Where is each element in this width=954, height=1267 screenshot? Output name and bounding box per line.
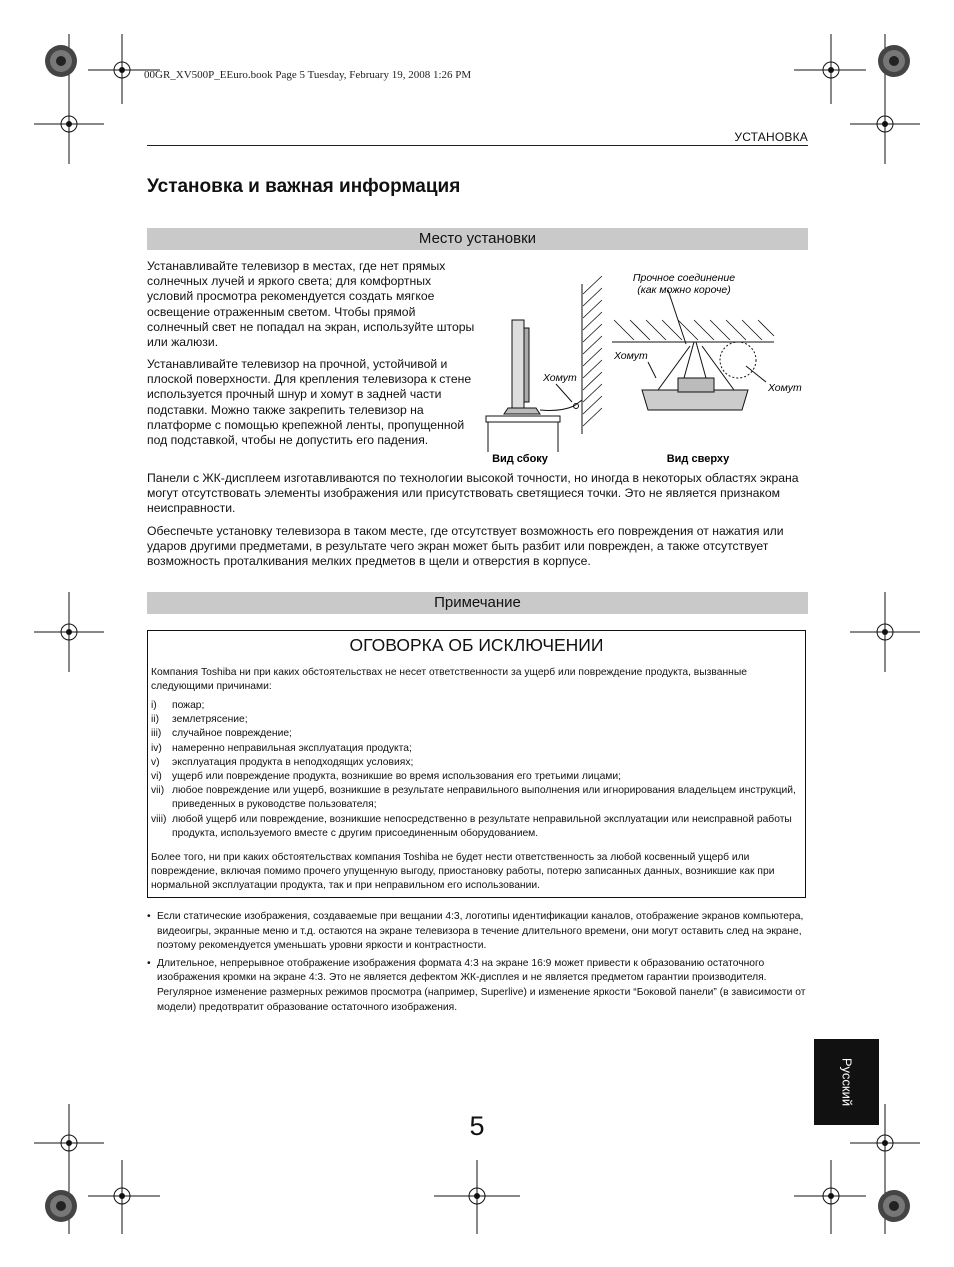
disclaimer-item	[151, 742, 803, 756]
disclaimer-item-number: iii)	[151, 728, 162, 740]
disclaimer-item-number: viii)	[151, 813, 167, 825]
note-bullet-text: Если статические изображения, создаваемые при вещании 4:3, логотипы идентификации каналов, отображение экранов компьютера, видеоигры, экранные меню и т.д. остаются на экране телевизора в течение длительного времени, они могут оставить след на экране, поэтому рекомендуется уменьшать уровни яркости и контрастности.	[157, 911, 804, 952]
disclaimer-item-text: пожар;	[172, 700, 205, 711]
disclaimer-item-number: iv)	[151, 742, 162, 754]
disclaimer-item-text: ущерб или повреждение продукта, возникшие во время использования его третьими лицами;	[172, 771, 621, 783]
disclaimer-item-text: любой ущерб или повреждение, возникшие непосредственно в результате неправильной эксплуатации или неисправной работы продукта, используемого вместе с другим присоединенным оборудованием.	[172, 813, 792, 839]
installation-diagram	[480, 262, 810, 472]
note-bullet	[147, 910, 809, 954]
disclaimer-item	[151, 727, 803, 741]
disclaimer-item-text: намеренно неправильная эксплуатация продукта;	[172, 742, 412, 754]
bullet-icon: •	[147, 911, 151, 922]
page-title: Установка и важная информация	[147, 176, 461, 197]
language-tab-label: Русский	[839, 1057, 854, 1107]
disclaimer-item-number: ii)	[151, 714, 160, 726]
install-paragraph-3-text: Панели с ЖК-дисплеем изготавливаются по технологии высокой точности, но иногда в некоторых областях экрана могут отсутствовать элементы изображения или присутствовать светящиеся точки. Это не является признаком неисправности.	[147, 471, 799, 516]
diagram-clamp-top-right: Хомут	[768, 382, 802, 394]
diagram-strong-connection-1: Прочное соединение	[632, 272, 736, 284]
disclaimer-item	[151, 784, 803, 812]
diagram-strong-connection-2: (как можно короче)	[637, 284, 731, 296]
diagram-side-view-label: Вид сбоку	[492, 453, 548, 465]
install-paragraph-1: Устанавливайте телевизор в местах, где нет прямых солнечных лучей и яркого света; для комфортных условий просмотра рекомендуется создать мягкое освещение отраженным светом. Чтобы прямой солнечный свет не попадал на экран, используйте шторы или жалюзи.	[147, 259, 475, 350]
disclaimer-item	[151, 813, 803, 841]
disclaimer-item	[151, 756, 803, 770]
disclaimer-title: ОГОВОРКА ОБ ИСКЛЮЧЕНИИ	[349, 635, 604, 655]
disclaimer-intro: Компания Toshiba ни при каких обстоятельствах не несет ответственности за ущерб или повреждение продукта, вызванные следующими причинами:	[151, 667, 747, 693]
disclaimer-item-text: эксплуатация продукта в неподходящих условиях;	[172, 756, 414, 768]
disclaimer-item-number: vii)	[151, 785, 165, 797]
disclaimer-item	[151, 699, 803, 713]
note-bullet	[147, 957, 809, 1015]
diagram-clamp-top-left: Хомут	[614, 350, 648, 362]
install-paragraph-4: Обеспечьте установку телевизора в таком месте, где отсутствует возможность его повреждения от нажатия или ударов другими предметами, в результате чего экран может быть разбит или поврежден, а также отсутствует возможность проталкивания мелких предметов в щели и отверстия в корпусе.	[147, 524, 784, 569]
disclaimer-item-text: землетрясение;	[172, 714, 248, 726]
disclaimer-box	[147, 630, 806, 898]
header-rule	[147, 145, 808, 146]
diagram-clamp-side: Хомут	[543, 372, 577, 384]
install-paragraph-3	[147, 471, 809, 517]
disclaimer-item-text: случайное повреждение;	[172, 728, 292, 740]
bullet-icon: •	[147, 957, 151, 969]
install-location-heading: Место установки	[147, 228, 808, 250]
disclaimer-item-number: vi)	[151, 771, 162, 783]
page-number: 5	[469, 1111, 485, 1141]
section-label: УСТАНОВКА	[734, 130, 808, 144]
note-heading: Примечание	[147, 592, 808, 614]
note-bullet-list	[147, 910, 809, 1018]
book-info-line: 00GR_XV500P_EEuro.book Page 5 Tuesday, February 19, 2008 1:26 PM	[144, 69, 472, 81]
disclaimer-item-number: v)	[151, 756, 160, 768]
disclaimer-item-number: i)	[151, 700, 157, 711]
disclaimer-item	[151, 713, 803, 727]
disclaimer-list	[151, 699, 803, 841]
install-paragraph-2: Устанавливайте телевизор на прочной, устойчивой и плоской поверхности. Для крепления телевизора к стене используется прочный шнур и хомут в задней части подставки. Можно также закрепить телевизор на платформе с помощью крепежной ленты, пропущенной под подставкой, чтобы не допустить его падения.	[147, 357, 472, 448]
disclaimer-item-text: любое повреждение или ущерб, возникшие в результате неправильного выполнения или игнорирования владельцем инструкций, приведенных в руководстве пользователя;	[172, 785, 796, 811]
disclaimer-item	[151, 770, 803, 784]
diagram-top-view-label: Вид сверху	[666, 453, 730, 465]
disclaimer-outro: Более того, ни при каких обстоятельствах компания Toshiba не будет нести ответственность за любой косвенный ущерб или повреждение, включая помимо прочего упущенную выгоду, приостановку работы, потерю записанных данных, возникшие как при нормальной эксплуатации продукта, так и при неправильном его использовании.	[151, 852, 775, 892]
note-bullet-text: Длительное, непрерывное отображение изображения формата 4:3 на экране 16:9 может привести к образованию остаточного изображения кромки на экране 4:3. Это не является дефектом ЖК-дисплея и не является предметом гарантии производителя. Регулярное изменение размерных режимов просмотра (например, Superlive) и изменение яркости “Боковой панели” (в зависимости от модели) предотвратит образование остаточного изображения.	[157, 957, 806, 1013]
